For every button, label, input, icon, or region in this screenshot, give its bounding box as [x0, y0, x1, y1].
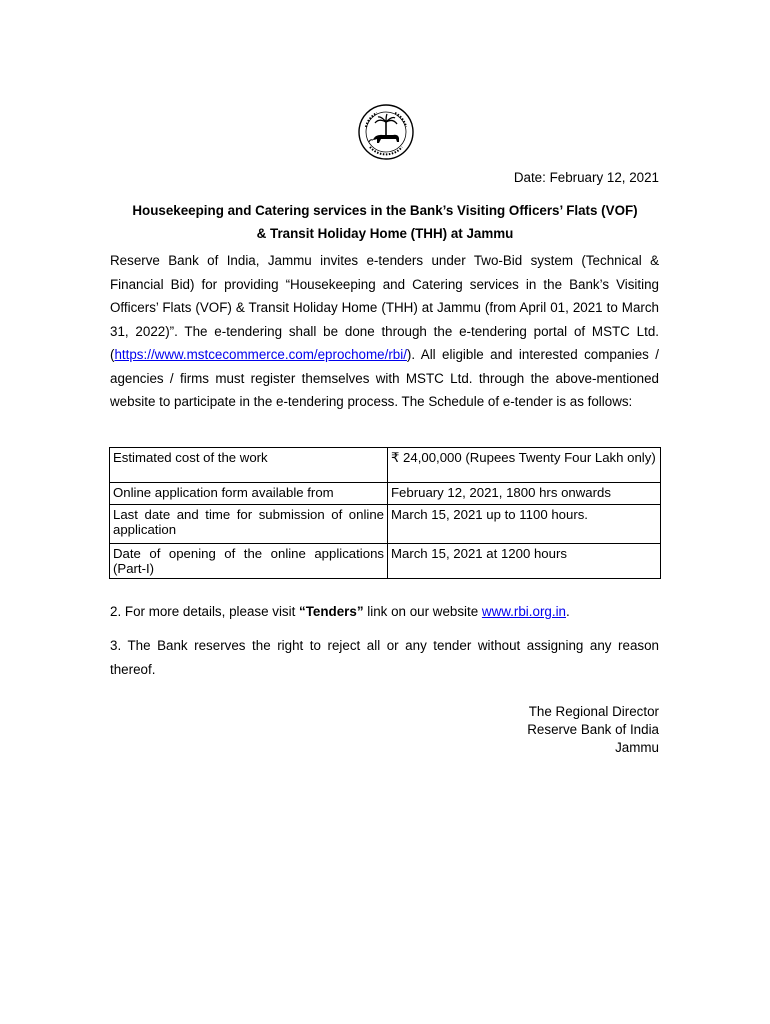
intro-text-after-link: ). All eligible and interested companies / agencies / firms must register themselves with MSTC Ltd. through the above-mentioned website to participate in the e-tendering process. The Schedule of e-tender is as follows:	[110, 347, 659, 409]
schedule-value: March 15, 2021 up to 1100 hours.	[388, 505, 661, 544]
title-line-2: & Transit Holiday Home (THH) at Jammu	[256, 226, 514, 241]
signatory-organization: Reserve Bank of India	[527, 722, 659, 737]
schedule-label: Last date and time for submission of online application	[110, 505, 388, 544]
title-line-1: Housekeeping and Catering services in the Bank’s Visiting Officers’ Flats (VOF)	[132, 203, 638, 218]
table-row	[110, 483, 661, 505]
rbi-website-link[interactable]: www.rbi.org.in	[481, 604, 566, 619]
table-row	[110, 505, 661, 544]
intro-paragraph	[110, 249, 659, 414]
schedule-value: March 15, 2021 at 1200 hours	[388, 544, 661, 579]
document-date: Date: February 12, 2021	[513, 170, 659, 185]
signature-block	[527, 703, 659, 757]
document-title	[110, 199, 660, 245]
schedule-label: Online application form available from	[110, 483, 388, 505]
schedule-table	[109, 447, 661, 579]
point-2-paragraph	[110, 604, 662, 619]
signatory-title: The Regional Director	[528, 704, 659, 719]
schedule-value: February 12, 2021, 1800 hrs onwards	[388, 483, 661, 505]
point-2-text-end: .	[566, 604, 570, 619]
point-2-text-middle: link on our website	[363, 604, 482, 619]
point-2-text: 2. For more details, please visit	[110, 604, 300, 619]
point-3-paragraph: 3. The Bank reserves the right to reject all or any tender without assigning any reason thereof.	[110, 638, 659, 677]
table-row	[110, 448, 661, 483]
signatory-location: Jammu	[615, 740, 659, 755]
schedule-label: Date of opening of the online applications (Part-I)	[110, 544, 388, 579]
schedule-value: ₹ 24,00,000 (Rupees Twenty Four Lakh only)	[388, 448, 661, 483]
rbi-seal-icon	[357, 103, 415, 161]
mstc-portal-link[interactable]: https://www.mstcecommerce.com/eprochome/rbi/	[114, 347, 407, 362]
table-row	[110, 544, 661, 579]
intro-text-before-link: Reserve Bank of India, Jammu invites e-tenders under Two-Bid system (Technical & Financial Bid) for providing “Housekeeping and Catering services in the Bank’s Visiting Officers’ Flats (VOF) & Transit Holiday Home (THH) at Jammu (from April 01, 2021 to March 31, 2022)”. The e-tendering shall be done through the e-tendering portal of MSTC Ltd. (	[110, 253, 659, 362]
schedule-label: Estimated cost of the work	[110, 448, 388, 483]
tenders-emphasis: “Tenders”	[299, 604, 364, 619]
